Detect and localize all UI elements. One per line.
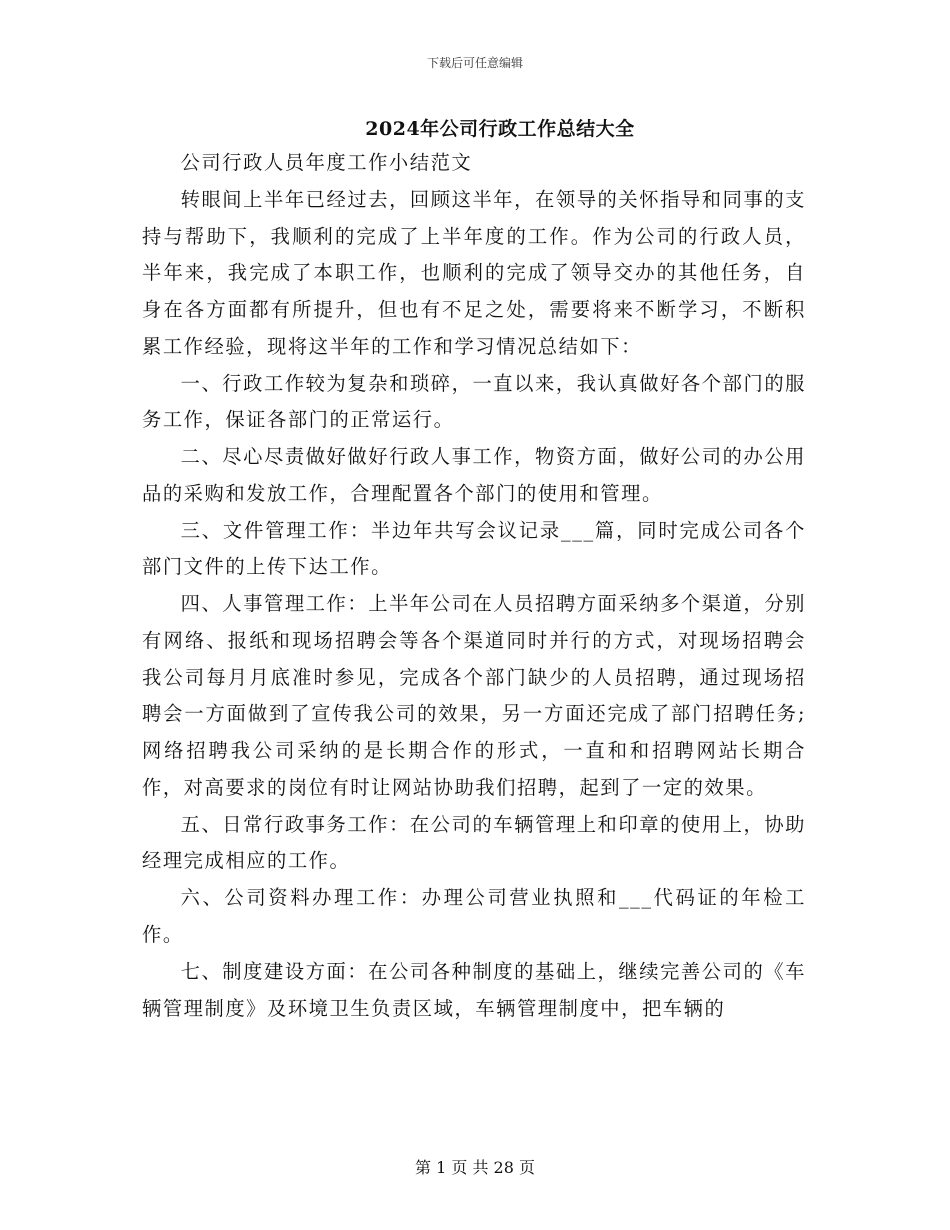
paragraph-item-4: 四、人事管理工作：上半年公司在人员招聘方面采纳多个渠道，分别有网络、报纸和现场招聘会等各个渠道同时并行的方式，对现场招聘会我公司每月月底准时参见，完成各个部门缺少的人员招聘，通过现场招聘会一方面做到了宣传我公司的效果，另一方面还完成了部门招聘任务;网络招聘我公司采纳的是长期合作的形式，一直和和招聘网站长期合作，对高要求的岗位有时让网站协助我们招聘，起到了一定的效果。 bbox=[142, 592, 806, 799]
paragraph-item-6: 六、公司资料办理工作：办理公司营业执照和___代码证的年检工作。 bbox=[142, 886, 806, 947]
document-title: 2024年公司行政工作总结大全 bbox=[365, 118, 635, 140]
paragraph-subtitle: 公司行政人员年度工作小结范文 bbox=[180, 151, 473, 174]
paragraph-item-1: 一、行政工作较为复杂和琐碎，一直以来，我认真做好各个部门的服务工作，保证各部门的正常运行。 bbox=[142, 371, 806, 432]
page-number: 第 1 页 共 28 页 bbox=[415, 1158, 535, 1177]
header-note: 下载后可任意编辑 bbox=[426, 56, 523, 70]
paragraph-item-5: 五、日常行政事务工作：在公司的车辆管理上和印章的使用上，协助经理完成相应的工作。 bbox=[142, 812, 806, 873]
document-body bbox=[142, 145, 806, 1028]
paragraph-item-7: 七、制度建设方面：在公司各种制度的基础上，继续完善公司的《车辆管理制度》及环境卫生负责区域，车辆管理制度中，把车辆的 bbox=[142, 959, 806, 1020]
paragraph-item-3: 三、文件管理工作：半边年共写会议记录___篇，同时完成公司各个部门文件的上传下达工作。 bbox=[142, 518, 806, 579]
paragraph-intro: 转眼间上半年已经过去，回顾这半年，在领导的关怀指导和同事的支持与帮助下，我顺利的完成了上半年度的工作。作为公司的行政人员，半年来，我完成了本职工作，也顺利的完成了领导交办的其他任务，自身在各方面都有所提升，但也有不足之处，需要将来不断学习，不断积累工作经验，现将这半年的工作和学习情况总结如下： bbox=[142, 187, 806, 358]
paragraph-item-2: 二、尽心尽责做好做好行政人事工作，物资方面，做好公司的办公用品的采购和发放工作，合理配置各个部门的使用和管理。 bbox=[142, 445, 806, 505]
